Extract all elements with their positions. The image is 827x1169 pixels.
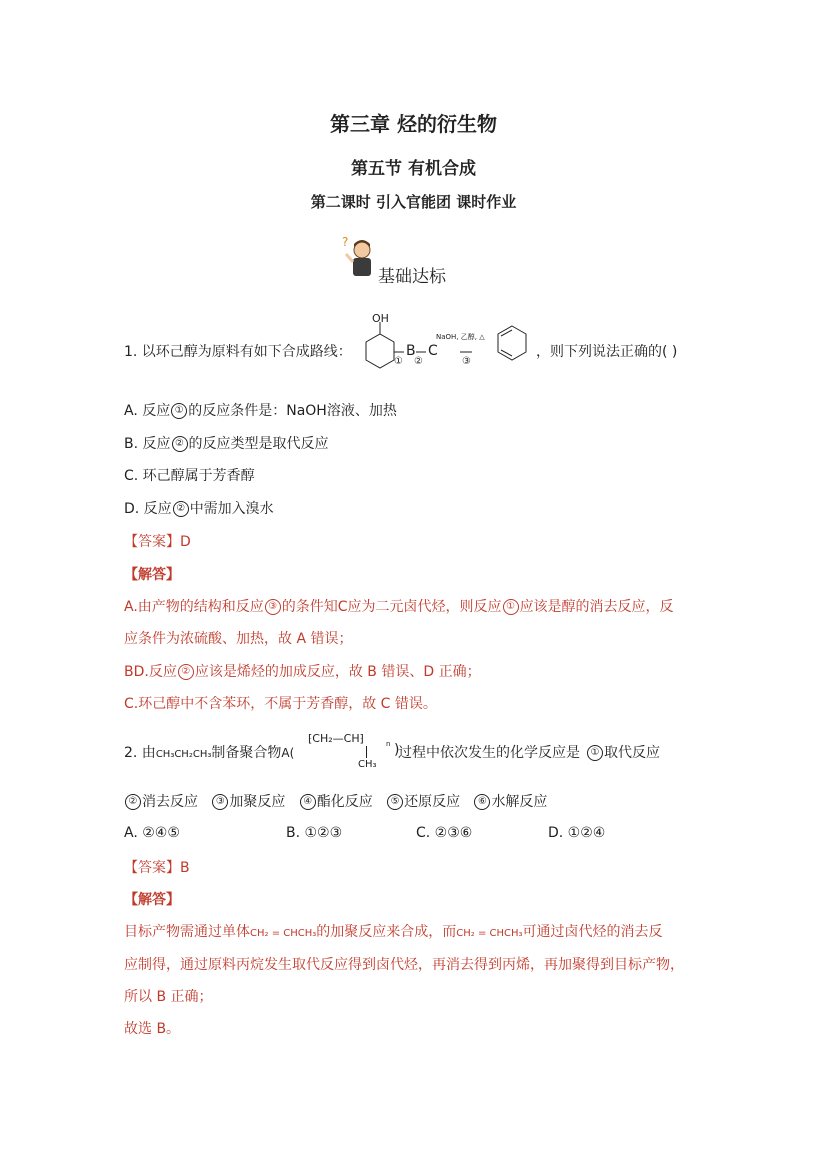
chapter-title: 第三章 烃的衍生物	[330, 112, 497, 136]
q2-option-b: B. ①②③	[286, 825, 343, 841]
q1-option-d: D. 反应 ② 中需加入溴水	[124, 501, 274, 517]
section-title: 第五节 有机合成	[351, 159, 476, 179]
q1-explain-label: 【解答】	[124, 567, 180, 583]
q1-option-a: A. 反应 ① 的反应条件是：NaOH溶液、加热	[124, 403, 397, 419]
q2-explain-line2: 应制得，通过原料丙烷发生取代反应得到卤代烃，再消去得到丙烯，再加聚得到目标产物，	[124, 957, 684, 973]
q1-stem-prefix: 1. 以环己醇为原料有如下合成路线：	[124, 344, 352, 360]
q1-step3-condition: NaOH, 乙醇, △	[436, 333, 485, 341]
q1-step3-mark: ③	[462, 356, 471, 367]
q2-option-c: C. ②③⑥	[416, 825, 473, 841]
q1-answer: 【答案】D	[124, 534, 191, 550]
q1-explain-line3: BD.反应 ② 应该是烯烃的加成反应，故 B 错误、D 正确；	[124, 664, 481, 680]
q1-step1-mark: ①	[394, 356, 403, 367]
thinking-student-icon	[340, 234, 380, 278]
q1-explain-line4: C.环己醇中不含苯环，不属于芳香醇，故 C 错误。	[124, 696, 437, 712]
q2-explain-line3: 所以 B 正确；	[124, 989, 213, 1005]
q2-polymer-main: ⁅CH₂—CH⁆	[308, 732, 364, 745]
q2-answer: 【答案】B	[124, 860, 190, 876]
svg-text:?: ?	[342, 235, 349, 249]
q1-b-label: B	[406, 343, 416, 359]
q2-stem-c: 过程中依次发生的化学反应是 ① 取代反应	[398, 745, 660, 761]
q1-stem-suffix: ，则下列说法正确的( )	[536, 344, 678, 360]
q2-polymer-close: )	[394, 742, 400, 758]
q1-option-b: B. 反应 ② 的反应类型是取代反应	[124, 436, 329, 452]
q1-option-c: C. 环己醇属于芳香醇	[124, 468, 255, 484]
q2-explain-label: 【解答】	[124, 892, 180, 908]
basic-section-label: 基础达标	[378, 267, 446, 287]
q1-step2-mark: ②	[414, 356, 423, 367]
q2-steps: ② 消去反应 ③ 加聚反应 ④ 酯化反应 ⑤ 还原反应 ⑥ 水解反应	[124, 791, 547, 811]
q2-explain-line1: 目标产物需通过单体CH₂ = CHCH₃的加聚反应来合成，而CH₂ = CHCH₃可通过卤代烃的消去反	[124, 924, 663, 940]
q2-polymer-n: n	[386, 740, 391, 748]
q1-c-label: C	[428, 343, 438, 359]
q2-option-d: D. ①②④	[548, 825, 606, 841]
q2-polymer-methyl: CH₃	[358, 759, 377, 770]
q1-explain-line1: A.由产物的结构和反应 ③ 的条件知C应为二元卤代烃，则反应 ① 应该是醇的消去反应，反	[124, 599, 674, 615]
q1-explain-line2: 应条件为浓硫酸、加热，故 A 错误；	[124, 631, 353, 647]
q2-explain-line4: 故选 B。	[124, 1021, 181, 1037]
lesson-title: 第二课时 引入官能团 课时作业	[310, 193, 517, 211]
q2-option-a: A. ②④⑤	[124, 825, 180, 841]
q2-stem: 2. 由CH₃CH₂CH₃制备聚合物A(	[124, 745, 295, 761]
q1-oh-label: OH	[372, 312, 389, 325]
q2-polymer-bond	[366, 746, 367, 758]
